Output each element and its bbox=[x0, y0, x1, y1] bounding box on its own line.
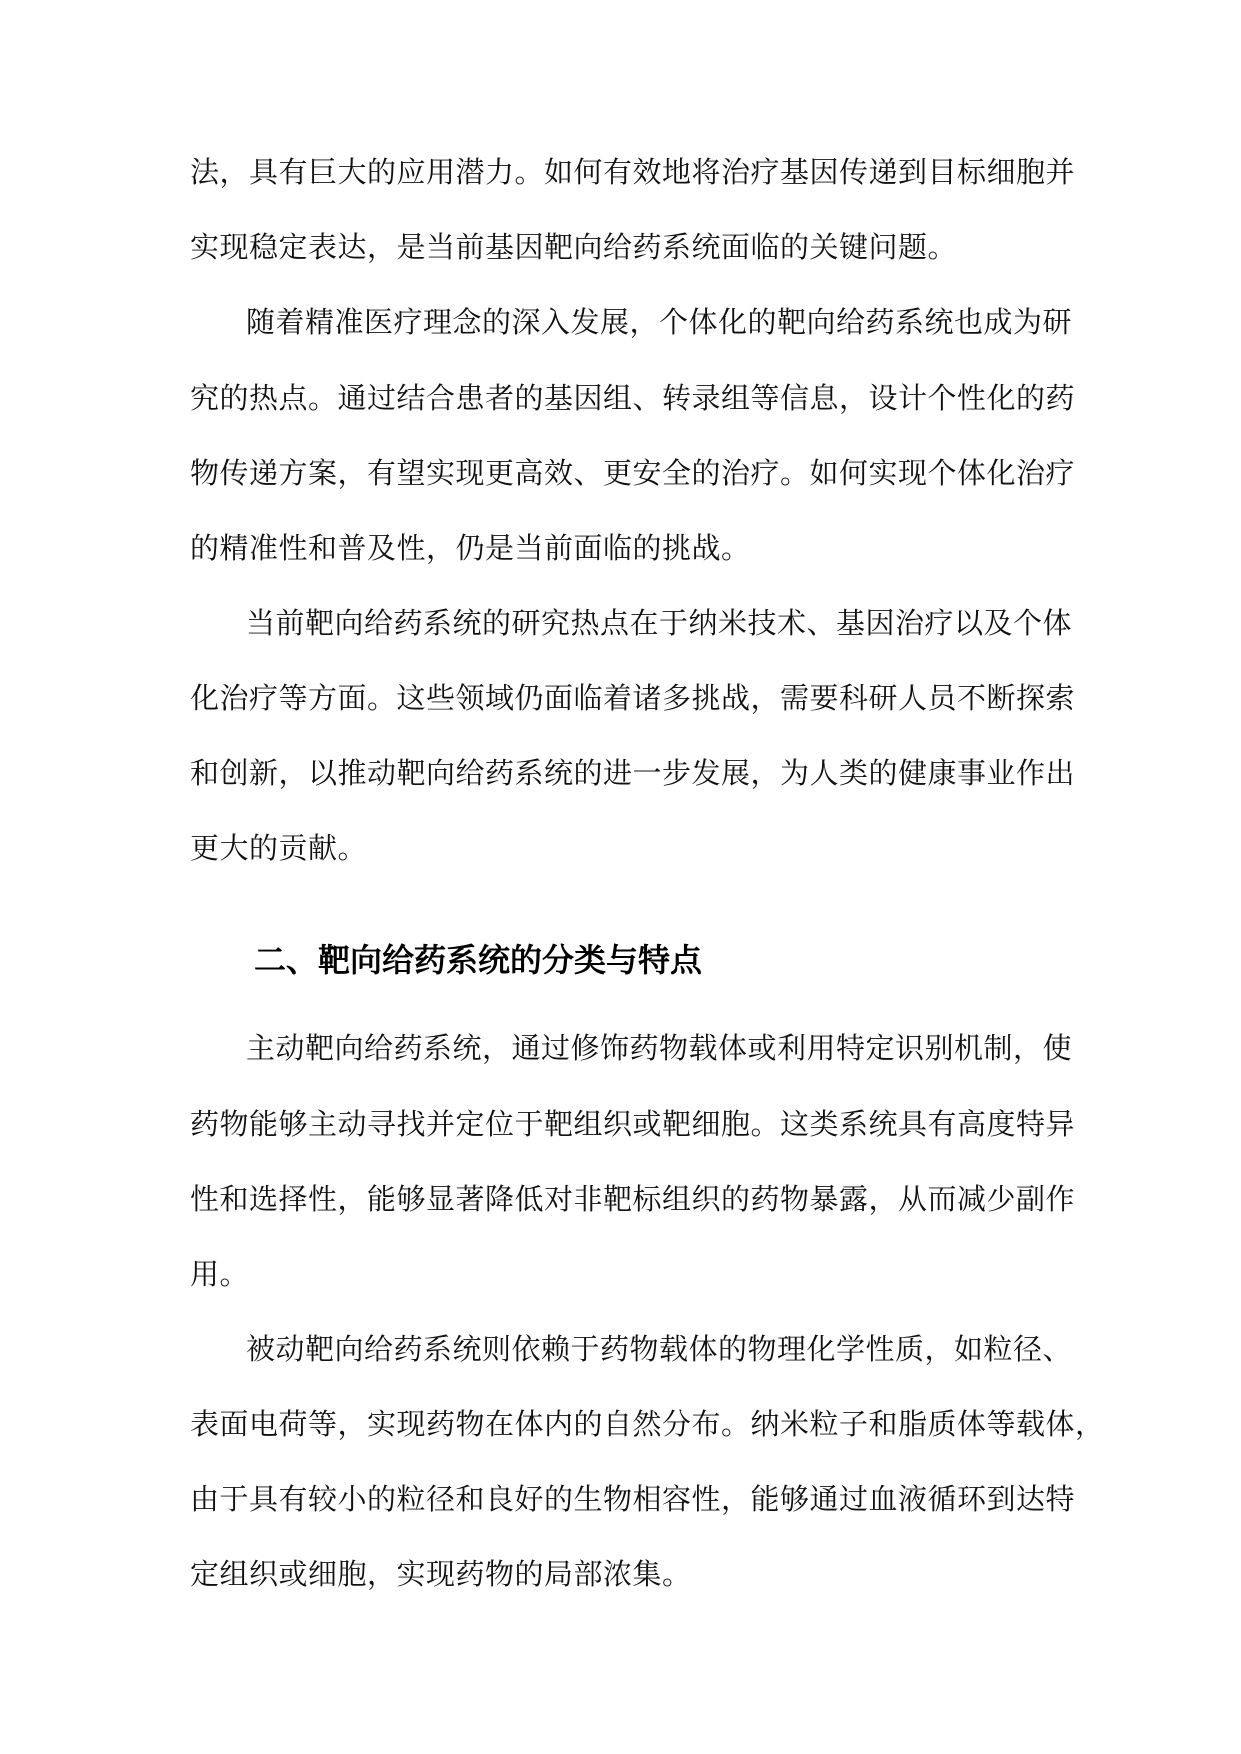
paragraph-line: 当前靶向给药系统的研究热点在于纳米技术、基因治疗以及个体 bbox=[246, 606, 1073, 640]
paragraph-line: 主动靶向给药系统，通过修饰药物载体或利用特定识别机制，使 bbox=[246, 1031, 1073, 1065]
paragraph-line: 化治疗等方面。这些领域仍面临着诸多挑战，需要科研人员不断探索 bbox=[190, 681, 1076, 715]
paragraph-line: 的精准性和普及性，仍是当前面临的挑战。 bbox=[190, 531, 751, 565]
paragraph-line: 表面电荷等，实现药物在体内的自然分布。纳米粒子和脂质体等载体， bbox=[190, 1407, 1105, 1441]
paragraph-line: 法，具有巨大的应用潜力。如何有效地将治疗基因传递到目标细胞并 bbox=[190, 155, 1076, 189]
paragraph-line: 实现稳定表达，是当前基因靶向给药系统面临的关键问题。 bbox=[190, 230, 958, 264]
paragraph-line: 被动靶向给药系统则依赖于药物载体的物理化学性质，如粒径、 bbox=[246, 1332, 1073, 1366]
paragraph-line: 更大的贡献。 bbox=[190, 831, 368, 865]
paragraph-line: 随着精准医疗理念的深入发展，个体化的靶向给药系统也成为研 bbox=[246, 305, 1073, 339]
paragraph-line: 究的热点。通过结合患者的基因组、转录组等信息，设计个性化的药 bbox=[190, 381, 1076, 415]
paragraph-line: 和创新，以推动靶向给药系统的进一步发展，为人类的健康事业作出 bbox=[190, 756, 1076, 790]
paragraph-line: 由于具有较小的粒径和良好的生物相容性，能够通过血液循环到达特 bbox=[190, 1482, 1076, 1516]
paragraph-line: 性和选择性，能够显著降低对非靶标组织的药物暴露，从而减少副作 bbox=[190, 1182, 1076, 1216]
paragraph-line: 用。 bbox=[190, 1257, 250, 1291]
paragraph-line: 定组织或细胞，实现药物的局部浓集。 bbox=[190, 1557, 692, 1591]
paragraph-line: 药物能够主动寻找并定位于靶组织或靶细胞。这类系统具有高度特异 bbox=[190, 1107, 1076, 1141]
paragraph-line: 物传递方案，有望实现更高效、更安全的治疗。如何实现个体化治疗 bbox=[190, 456, 1076, 490]
section-heading: 二、靶向给药系统的分类与特点 bbox=[254, 941, 703, 979]
